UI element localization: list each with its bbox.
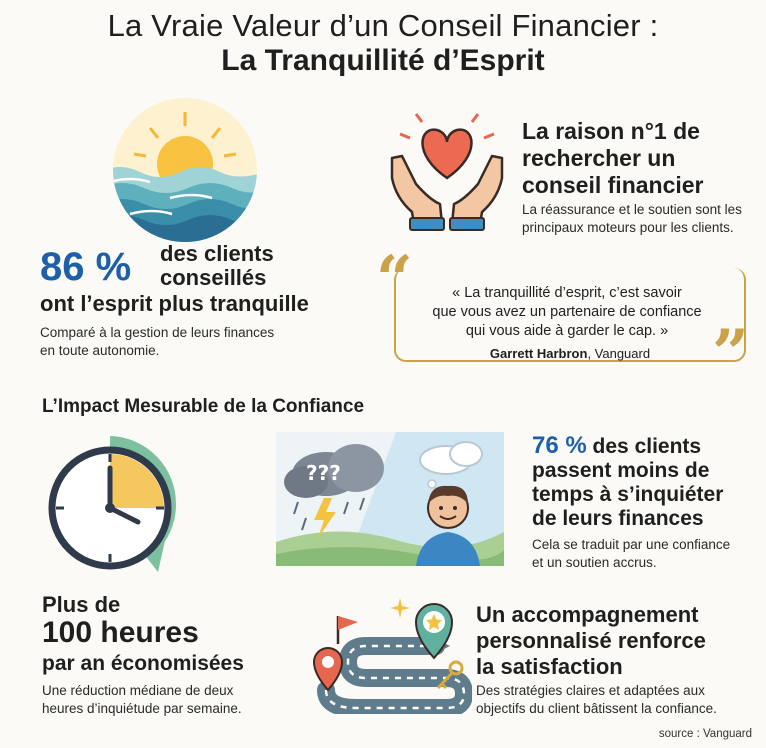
stat76-value: 76 % xyxy=(532,432,587,459)
stat86-desc-line2: en toute autonomie. xyxy=(40,343,160,358)
stat86-value: 86 % xyxy=(40,245,132,289)
reason-heading-line2: rechercher un xyxy=(522,145,676,171)
sunrise-waves-icon xyxy=(100,92,270,242)
reason-heading-line1: La raison n°1 de xyxy=(522,118,700,144)
stat76-text-line1: des clients xyxy=(592,435,702,458)
stat86-desc-line1: Comparé à la gestion de leurs finances xyxy=(40,325,275,340)
page-title-line1: La Vraie Valeur d’un Conseil Financier : xyxy=(107,8,659,43)
stat86-text xyxy=(160,242,274,290)
page-title-line2: La Tranquillité d’Esprit xyxy=(221,44,545,77)
stat86-text-line2: conseillés xyxy=(160,265,267,290)
quote-close-icon: ” xyxy=(712,316,749,391)
hours-line2: 100 heures xyxy=(42,616,199,649)
hours-line1: Plus de xyxy=(42,592,121,617)
stat76-text-line2: passent moins de xyxy=(532,459,710,482)
storm-cloud-person-icon xyxy=(276,432,504,566)
stat86-text-line1: des clients xyxy=(160,241,274,266)
reason-heading-line3: conseil financier xyxy=(522,172,704,198)
stat76-text-line3: temps à s’inquiéter xyxy=(532,483,724,506)
personal-heading-line3: la satisfaction xyxy=(476,654,623,679)
stat76-description xyxy=(532,536,730,572)
quote-line3: qui vous aide à garder le cap. » xyxy=(465,323,669,339)
personal-heading-line2: personnalisé renforce xyxy=(476,628,706,653)
quote-open-icon: “ xyxy=(376,242,413,317)
stat86-description xyxy=(40,324,274,360)
quote-text xyxy=(408,284,726,341)
quote-line2: que vous avez un partenaire de confiance xyxy=(432,304,702,320)
heart-hands-icon xyxy=(382,108,512,234)
personal-description xyxy=(476,682,717,718)
personal-desc-line2: objectifs du client bâtissent la confiance. xyxy=(476,701,717,716)
personal-heading-line1: Un accompagnement xyxy=(476,602,699,627)
stat76-desc-line2: et un soutien accrus. xyxy=(532,555,657,570)
stat76-desc-line1: Cela se traduit par une confiance xyxy=(532,537,731,552)
quote-line1: « La tranquillité d’esprit, c’est savoir xyxy=(452,285,682,301)
quote-attribution xyxy=(440,346,700,361)
reason-heading xyxy=(522,118,704,199)
cloud-question-marks: ??? xyxy=(306,461,341,485)
hours-description xyxy=(42,682,242,718)
reason-desc-line2: principaux moteurs pour les clients. xyxy=(522,220,734,235)
quote-org: , Vanguard xyxy=(587,346,651,361)
journey-path-icon xyxy=(296,598,472,714)
stat86-text-line3: ont l’esprit plus tranquille xyxy=(40,291,309,316)
personal-heading xyxy=(476,602,706,680)
reason-desc-line1: La réassurance et le soutien sont les xyxy=(522,202,742,217)
stat76-text xyxy=(532,434,723,531)
clock-arrow-icon xyxy=(40,432,190,582)
section-title: L’Impact Mesurable de la Confiance xyxy=(42,396,365,417)
source-note: source : Vanguard xyxy=(658,728,752,740)
quote-author: Garrett Harbron xyxy=(489,346,588,361)
hours-line3: par an économisées xyxy=(42,652,244,675)
hours-desc-line2: heures d’inquiétude par semaine. xyxy=(42,701,242,716)
reason-description xyxy=(522,201,742,237)
stat76-text-line4: de leurs finances xyxy=(532,507,704,530)
hours-desc-line1: Une réduction médiane de deux xyxy=(42,683,234,698)
personal-desc-line1: Des stratégies claires et adaptées aux xyxy=(476,683,705,698)
